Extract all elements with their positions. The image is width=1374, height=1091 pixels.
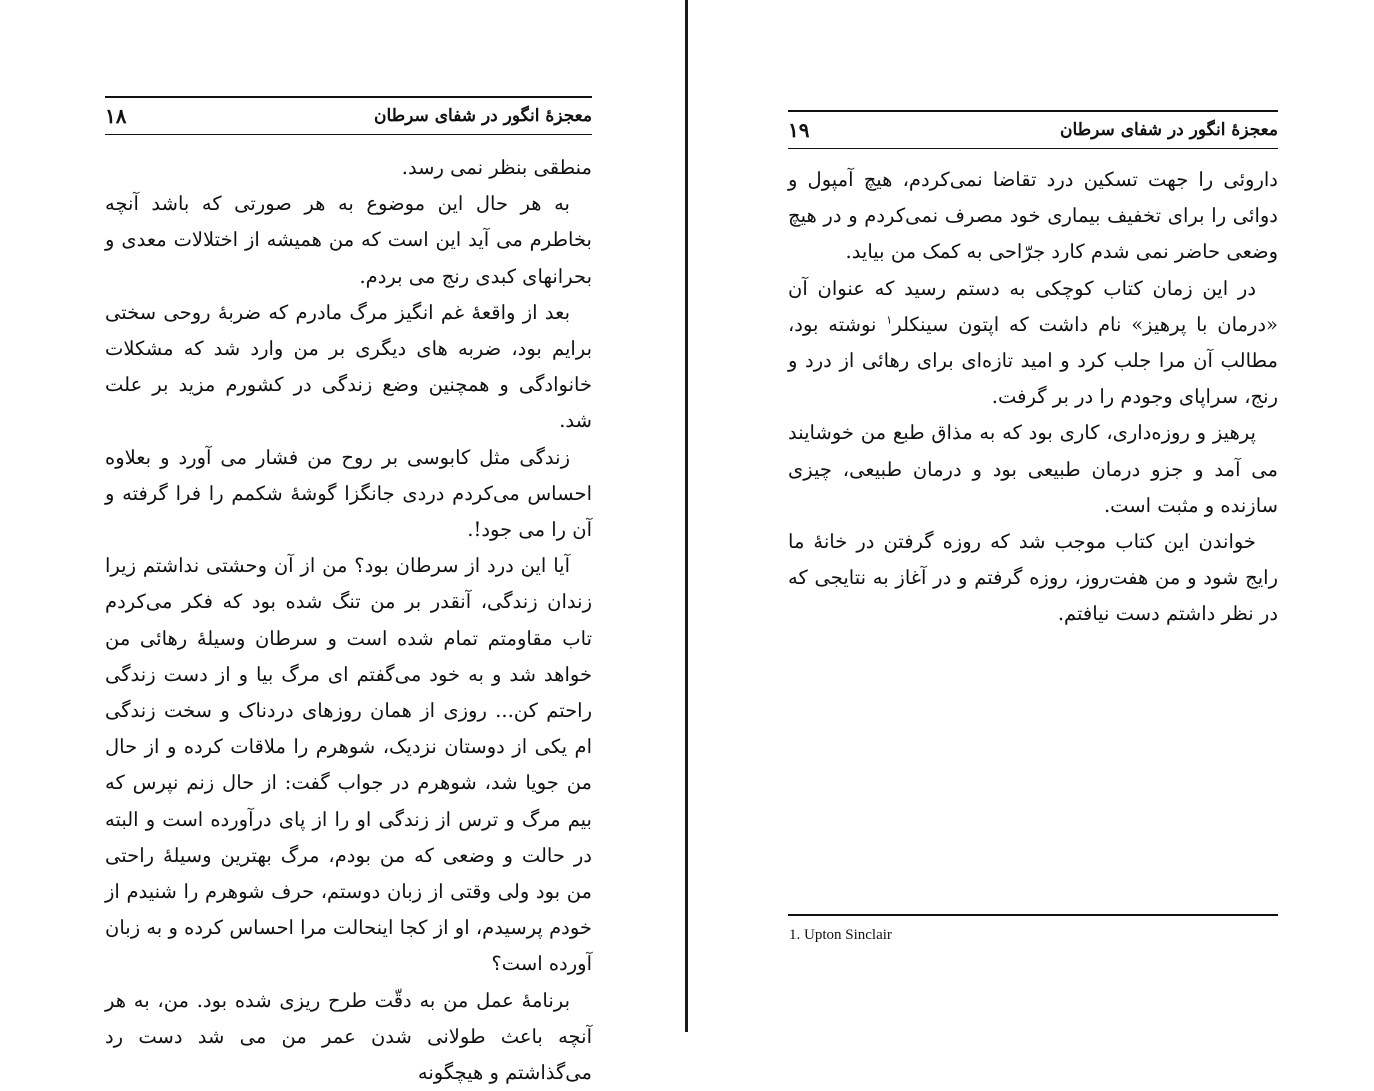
paragraph-text: در این زمان کتاب کوچکی به دستم رسید که عنوان آن «درمان با پرهیز» نام داشت که اپتون سینکلر: [788, 276, 1278, 336]
page-header: [105, 96, 592, 135]
page-number: ۱۹: [788, 118, 810, 142]
page-body: [105, 150, 592, 1091]
paragraph: برنامهٔ عمل من به دقّت طرح ریزی شده بود. من، به هر آنچه باعث طولانی شدن عمر من می شد دست رد می‌گذاشتم و هیچگونه: [105, 988, 592, 1085]
footnote: 1. Upton Sinclair: [789, 927, 892, 943]
running-title: معجزهٔ انگور در شفای سرطان: [1059, 120, 1278, 140]
page-19: [688, 0, 1374, 1032]
paragraph: زندگی مثل کابوسی بر روح من فشار می آورد و بعلاوه احساس می‌کردم دردی جانگزا گوشهٔ شکمم را فرا گرفته و آن را می جود!.: [105, 445, 592, 542]
paragraph: [788, 271, 1278, 416]
paragraph: آیا این درد از سرطان بود؟ من از آن وحشتی نداشتم زیرا زندان زندگی، آنقدر بر من تنگ شده بود که فکر می‌کردم تاب مقاومتم تمام شده است و سرطان وسیلهٔ رهائی من خواهد شد و به خود می‌گفتم ای مرگ بیا و از دست زندگی راحتم کن... روزی از همان روزهای دردناک و سخت زندگی ام یکی از دوستان نزدیک، شوهرم را ملاقات کرده و از حال من جویا شد، شوهرم در جواب گفت: از حال زنم نپرس که بیم مرگ و ترس از زندگی او را از پای درآورده است و البته در حالت و وضعی که من بودم، مرگ بهترین وسیلهٔ راحتی من بود ولی وقتی از زبان دوستم، حرف شوهرم را شنیدم از خودم پرسیدم، او از کجا اینحالت مرا احساس کرده و به زبان آورده است؟: [105, 554, 592, 976]
page-number: ۱۸: [105, 104, 127, 128]
paragraph: منطقی بنظر نمی رسد.: [401, 156, 592, 179]
paragraph: بعد از واقعهٔ غم انگیز مرگ مادرم که ضربهٔ روحی سختی برایم بود، ضربه های دیگری بر من وارد شد که مشکلات خانوادگی و همچنین وضع زندگی در کشورم مزید بر علت شد.: [105, 300, 592, 433]
paragraph-text: نوشته بود، مطالب آن مرا جلب کرد و امید تازه‌ای برای رهائی از درد و رنج، سراپای وجودم را در بر گرفت.: [788, 312, 1278, 409]
paragraph: داروئی را جهت تسکین درد تقاضا نمی‌کردم، هیچ آمپول و دوائی را برای تخفیف بیماری خود مصرف نمی‌کردم و در هیچ وضعی حاضر نمی شدم کارد جرّاحی به کمک من بیاید.: [788, 168, 1278, 264]
running-title: معجزهٔ انگور در شفای سرطان: [373, 106, 592, 126]
paragraph: به هر حال این موضوع به هر صورتی که باشد آنچه بخاطرم می آید این است که من همیشه از اختلالات معدی و بحرانهای کبدی رنج می بردم.: [105, 192, 592, 288]
page-body: [788, 162, 1278, 633]
page-header: [788, 110, 1278, 149]
paragraph: پرهیز و روزه‌داری، کاری بود که به مذاق طبع من خوشایند می آمد و جزو درمان طبیعی بود و درمان طبیعی، چیزی سازنده و مثبت است.: [788, 421, 1278, 517]
paragraph: خواندن این کتاب موجب شد که روزه گرفتن در خانهٔ ما رایج شود و من هفت‌روز، روزه گرفتم و در آغاز به نتایجی که در نظر داشتم دست نیافتم.: [788, 530, 1278, 626]
footnote-rule: [788, 914, 1278, 916]
footnote-marker: ۱: [886, 313, 893, 327]
page-18: [0, 0, 685, 1085]
